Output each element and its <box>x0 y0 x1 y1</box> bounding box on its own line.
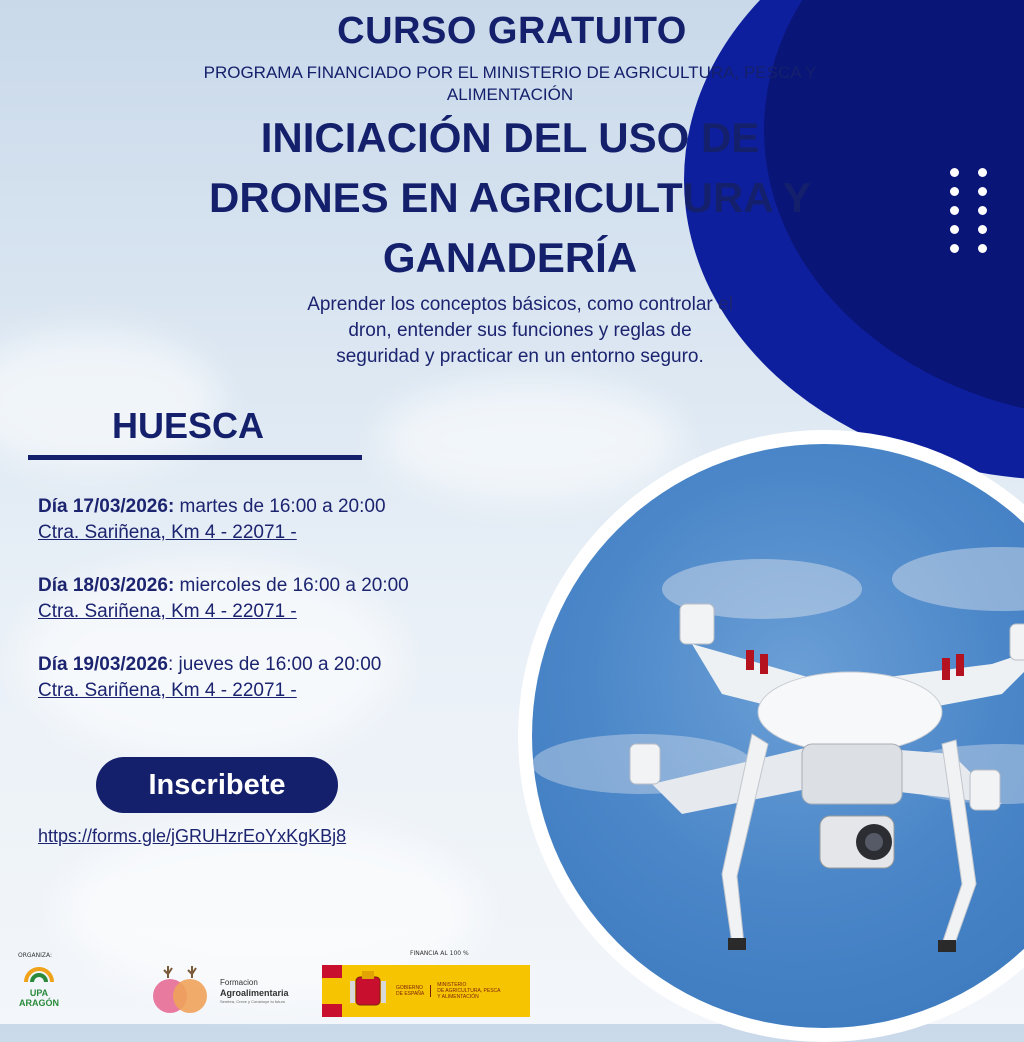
session-address-link[interactable]: Ctra. Sariñena, Km 4 - 22071 - <box>38 680 297 701</box>
upa-aragon-logo: UPA ARAGÓN <box>16 962 62 1008</box>
course-title-line: DRONES EN AGRICULTURA Y <box>208 174 812 221</box>
upa-sun-icon <box>24 962 54 984</box>
session-item <box>38 573 498 625</box>
session-date: Día 17/03/2026: <box>38 496 175 517</box>
decorative-dots <box>950 168 990 253</box>
session-address-link[interactable]: Ctra. Sariñena, Km 4 - 22071 - <box>38 601 297 622</box>
course-title-line: GANADERÍA <box>382 234 638 281</box>
government-logo: GOBIERNO DE ESPAÑA MINISTERIO DE AGRICULTURA, PESCA Y ALIMENTACIÓN <box>322 965 530 1017</box>
course-title-line: INICIACIÓN DEL USO DE <box>260 114 760 161</box>
background-cloud <box>380 380 680 500</box>
session-schedule: miercoles de 16:00 a 20:00 <box>174 575 409 596</box>
course-description: Aprender los conceptos básicos, como controlar el dron, entender sus funciones y reglas de seguridad y practicar en un entorno seguro. <box>307 294 733 367</box>
coat-of-arms-icon <box>348 969 388 1013</box>
background-cloud <box>0 330 220 470</box>
agro-faces-icon <box>148 962 214 1020</box>
session-date: Día 18/03/2026: <box>38 575 175 596</box>
session-schedule: martes de 16:00 a 20:00 <box>174 496 386 517</box>
session-date: Día 19/03/2026 <box>38 654 168 675</box>
session-address-link[interactable]: Ctra. Sariñena, Km 4 - 22071 - <box>38 522 297 543</box>
location-underline <box>28 455 362 460</box>
program-subtitle: PROGRAMA FINANCIADO POR EL MINISTERIO DE AGRICULTURA, PESCA Y ALIMENTACIÓN <box>203 63 817 104</box>
location-heading: HUESCA <box>112 405 265 446</box>
financia-label: FINANCIA AL 100 % <box>410 950 469 957</box>
session-item <box>38 494 498 546</box>
spain-flag-icon <box>322 965 342 1017</box>
registration-link[interactable]: https://forms.gle/jGRUHzrEoYxKgKBj8 <box>38 826 347 846</box>
session-list <box>38 494 498 731</box>
page-title: CURSO GRATUITO <box>337 10 687 52</box>
organiza-label: ORGANIZA: <box>18 952 53 959</box>
formacion-agroalimentaria-logo: Formacion Agroalimentaria Sembra, Crece y Construye tu futuro <box>148 962 289 1020</box>
session-schedule: : jueves de 16:00 a 20:00 <box>167 654 382 675</box>
register-button[interactable]: Inscribete <box>96 757 338 813</box>
session-item <box>38 652 498 704</box>
course-title <box>150 108 870 288</box>
